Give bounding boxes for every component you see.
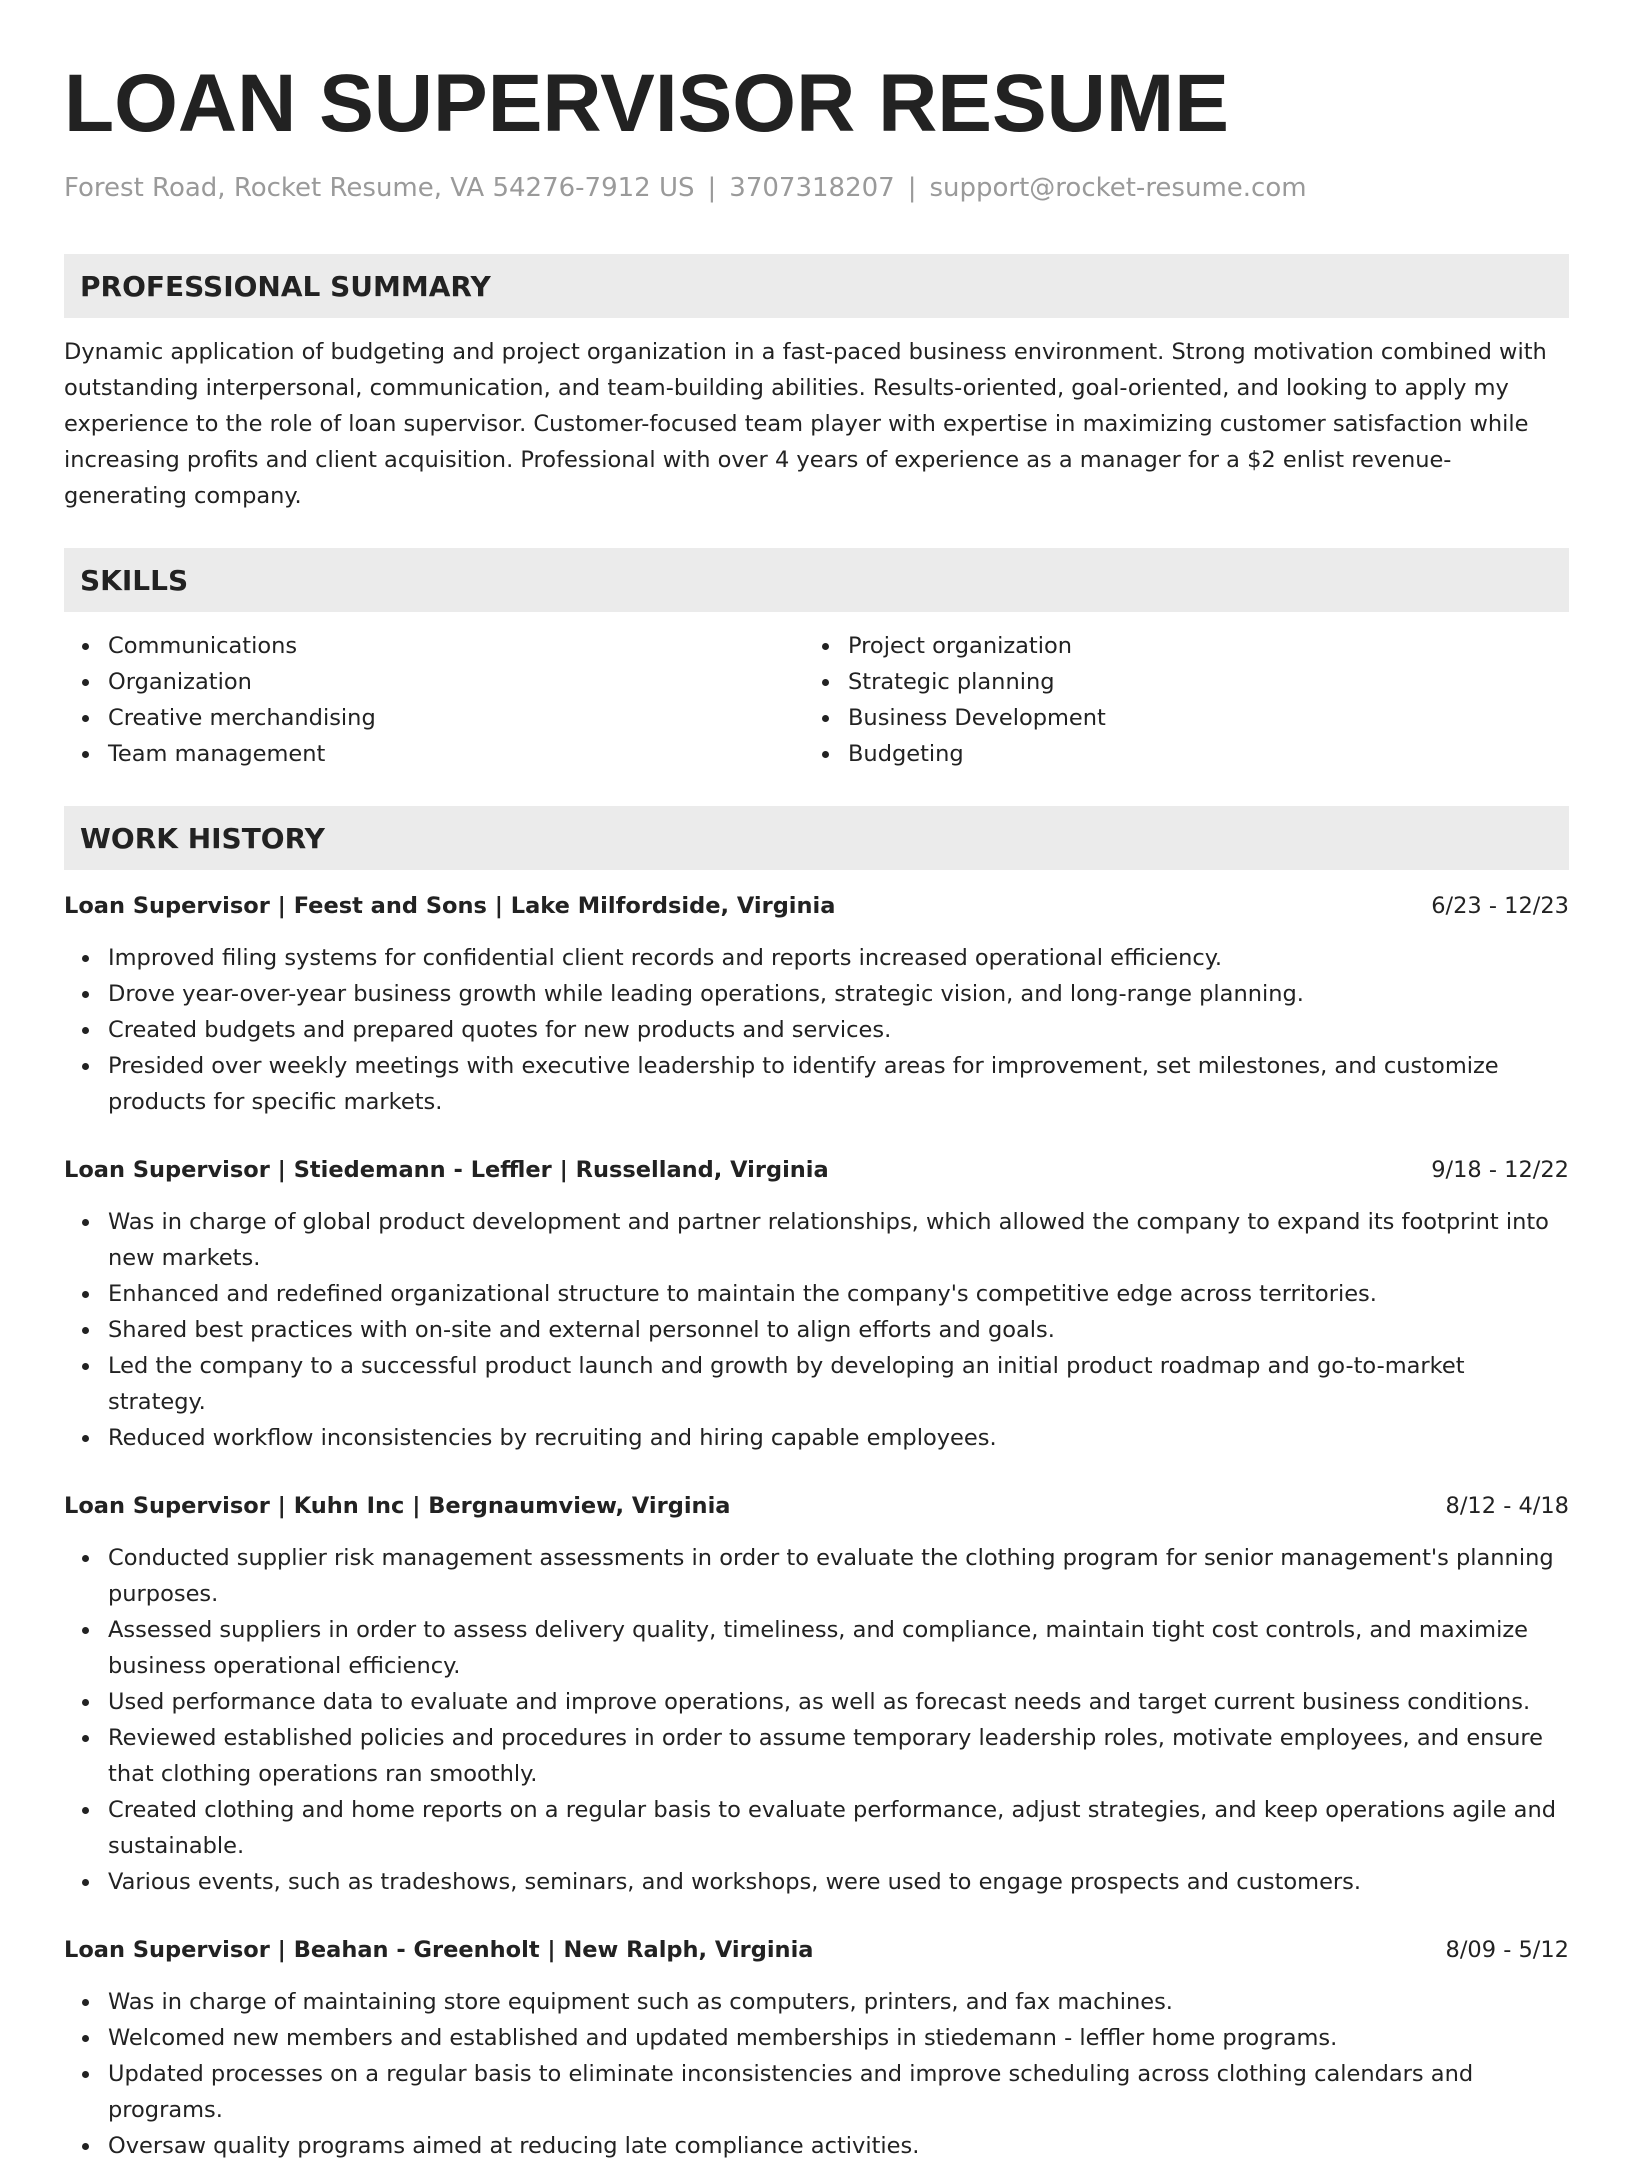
job-bullets (64, 1204, 1569, 1456)
job-bullet: Various events, such as tradeshows, seminars, and workshops, were used to engage prospects and customers. (64, 1864, 1569, 1900)
skill-item: Budgeting (804, 736, 1544, 772)
job-dates: 8/09 - 5/12 (1445, 1937, 1569, 1963)
contact-separator: | (907, 173, 917, 203)
job-bullet: Presided over weekly meetings with executive leadership to identify areas for improvement, set milestones, and customize products for specific markets. (64, 1048, 1569, 1120)
job-dates: 6/23 - 12/23 (1431, 893, 1569, 919)
job-bullet: Improved filing systems for confidential client records and reports increased operational efficiency. (64, 940, 1569, 976)
job-title: Loan Supervisor | Beahan - Greenholt | New Ralph, Virginia (64, 1937, 814, 1963)
job-bullet: Welcomed new members and established and updated memberships in stiedemann - leffler home programs. (64, 2020, 1569, 2056)
job-title: Loan Supervisor | Feest and Sons | Lake Milfordside, Virginia (64, 893, 836, 919)
skills-column-left (64, 628, 804, 772)
job-bullet: Assessed suppliers in order to assess delivery quality, timeliness, and compliance, maintain tight cost controls, and maximize business operational efficiency. (64, 1612, 1569, 1684)
skill-item: Strategic planning (804, 664, 1544, 700)
contact-address: Forest Road, Rocket Resume, VA 54276-7912 US (64, 173, 695, 203)
contact-phone: 3707318207 (729, 173, 895, 203)
job-bullet: Was in charge of global product development and partner relationships, which allowed the company to expand its footprint into new markets. (64, 1204, 1569, 1276)
job-bullet: Used performance data to evaluate and improve operations, as well as forecast needs and target current business conditions. (64, 1684, 1569, 1720)
job-bullet: Conducted supplier risk management assessments in order to evaluate the clothing program for senior management's planning purposes. (64, 1540, 1569, 1612)
job-entry (64, 1932, 1569, 2164)
section-heading-summary: PROFESSIONAL SUMMARY (64, 254, 1569, 318)
job-bullet: Drove year-over-year business growth while leading operations, strategic vision, and long-range planning. (64, 976, 1569, 1012)
section-heading-work-history: WORK HISTORY (64, 806, 1569, 870)
job-entry (64, 1152, 1569, 1456)
job-header (64, 1488, 1569, 1524)
job-title: Loan Supervisor | Kuhn Inc | Bergnaumview, Virginia (64, 1493, 731, 1519)
section-heading-skills: SKILLS (64, 548, 1569, 612)
job-bullet: Reviewed established policies and procedures in order to assume temporary leadership roles, motivate employees, and ensure that clothing operations ran smoothly. (64, 1720, 1569, 1792)
job-header (64, 1932, 1569, 1968)
job-entry (64, 888, 1569, 1120)
skill-item: Communications (64, 628, 804, 664)
summary-text: Dynamic application of budgeting and project organization in a fast-paced business environment. Strong motivation combined with outstanding interpersonal, communication, and team-building abilities. Results-oriented, goal-oriented, and looking to apply my experience to the role of loan supervisor. Customer-focused team player with expertise in maximizing customer satisfaction while increasing profits and client acquisition. Professional with over 4 years of experience as a manager for a $2 enlist revenue-generating company. (64, 339, 1547, 509)
job-bullets (64, 1984, 1569, 2164)
job-bullet: Reduced workflow inconsistencies by recruiting and hiring capable employees. (64, 1420, 1569, 1456)
skills-column-right (804, 628, 1544, 772)
skill-item: Creative merchandising (64, 700, 804, 736)
skill-item: Project organization (804, 628, 1544, 664)
skills-list (64, 628, 1569, 772)
job-header (64, 1152, 1569, 1188)
job-bullet: Was in charge of maintaining store equipment such as computers, printers, and fax machines. (64, 1984, 1569, 2020)
contact-line (64, 173, 1569, 209)
contact-separator: | (707, 173, 717, 203)
job-entry (64, 1488, 1569, 1900)
page-title: LOAN SUPERVISOR RESUME (64, 58, 1229, 149)
job-bullets (64, 940, 1569, 1120)
job-dates: 9/18 - 12/22 (1431, 1157, 1569, 1183)
contact-email: support@rocket-resume.com (929, 173, 1307, 203)
job-bullet: Created budgets and prepared quotes for new products and services. (64, 1012, 1569, 1048)
job-bullet: Updated processes on a regular basis to eliminate inconsistencies and improve scheduling across clothing calendars and programs. (64, 2056, 1569, 2128)
job-bullet: Enhanced and redefined organizational structure to maintain the company's competitive edge across territories. (64, 1276, 1569, 1312)
job-bullet: Oversaw quality programs aimed at reducing late compliance activities. (64, 2128, 1569, 2164)
job-bullet: Led the company to a successful product launch and growth by developing an initial product roadmap and go-to-market strategy. (64, 1348, 1569, 1420)
skill-item: Team management (64, 736, 804, 772)
job-dates: 8/12 - 4/18 (1445, 1493, 1569, 1519)
job-bullets (64, 1540, 1569, 1900)
skill-item: Organization (64, 664, 804, 700)
job-bullet: Created clothing and home reports on a regular basis to evaluate performance, adjust strategies, and keep operations agile and sustainable. (64, 1792, 1569, 1864)
job-header (64, 888, 1569, 924)
job-title: Loan Supervisor | Stiedemann - Leffler | Russelland, Virginia (64, 1157, 829, 1183)
skill-item: Business Development (804, 700, 1544, 736)
job-bullet: Shared best practices with on-site and external personnel to align efforts and goals. (64, 1312, 1569, 1348)
